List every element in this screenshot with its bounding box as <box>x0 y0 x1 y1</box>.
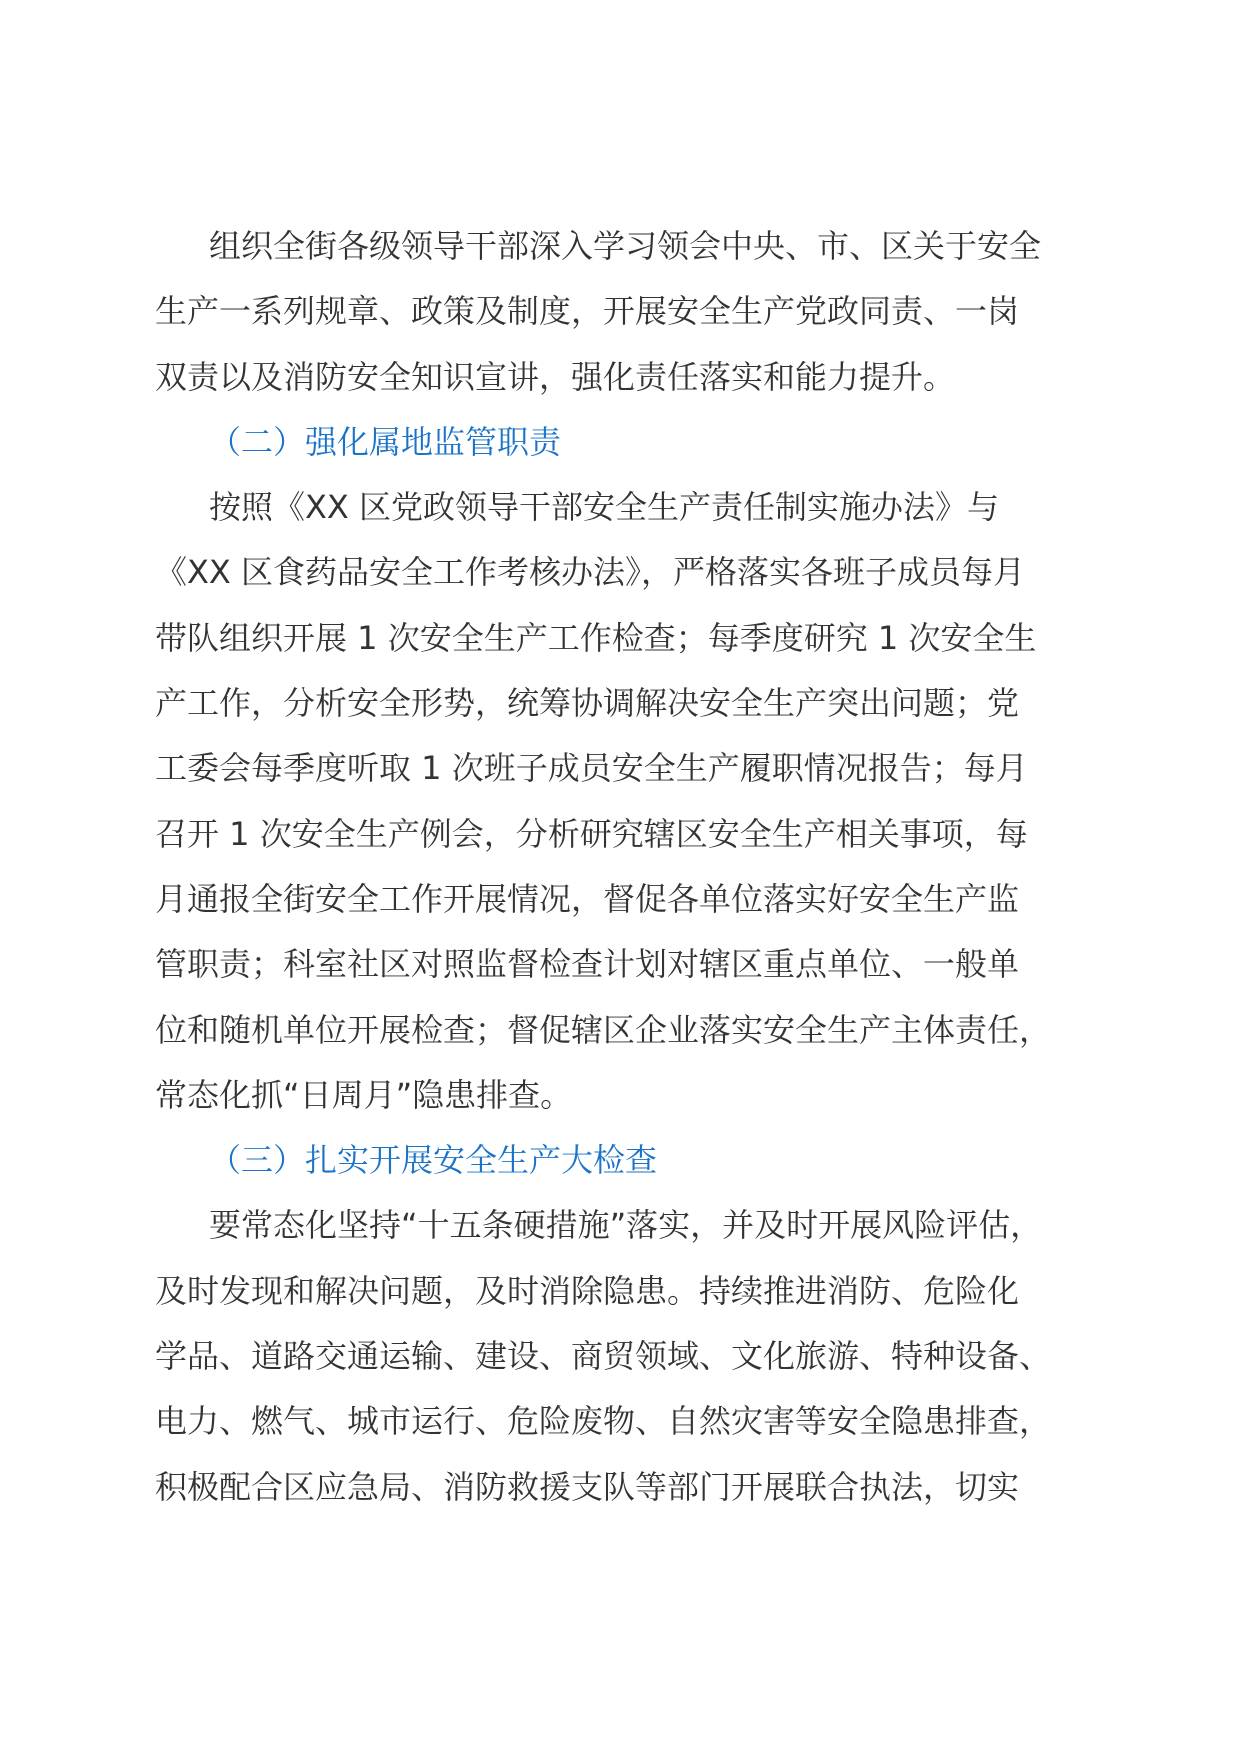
text-line: 组织全街各级领导干部深入学习领会中央、市、区关于安全 <box>209 227 1042 265</box>
text-line: 产工作，分析安全形势，统筹协调解决安全生产突出问题；党 <box>155 684 1020 723</box>
text-line: 要常态化坚持“十五条硬措施”落实，并及时开展风险评估， <box>209 1206 1043 1245</box>
text-line: 生产一系列规章、政策及制度，开展安全生产党政同责、一岗 <box>155 292 1020 331</box>
section-heading: （二）强化属地监管职责 <box>209 422 562 461</box>
text-line: 位和随机单位开展检查；督促辖区企业落实安全生产主体责任， <box>155 1010 1052 1049</box>
text-line: 电力、燃气、城市运行、危险废物、自然灾害等安全隐患排查， <box>155 1402 1052 1441</box>
text-line: 积极配合区应急局、消防救援支队等部门开展联合执法，切实 <box>155 1467 1020 1506</box>
text-line: 工委会每季度听取 1 次班子成员安全生产履职情况报告；每月 <box>155 749 1028 788</box>
text-line: 管职责；科室社区对照监督检查计划对辖区重点单位、一般单 <box>155 945 1020 984</box>
text-line: 按照《XX 区党政领导干部安全生产责任制实施办法》与 <box>209 488 1000 527</box>
document-page <box>155 214 1100 1520</box>
text-line: 召开 1 次安全生产例会，分析研究辖区安全生产相关事项，每 <box>155 814 1028 853</box>
section-heading: （三）扎实开展安全生产大检查 <box>209 1141 658 1180</box>
text-line: 常态化抓“日周月”隐患排查。 <box>155 1075 573 1114</box>
text-line: 带队组织开展 1 次安全生产工作检查；每季度研究 1 次安全生 <box>155 618 1037 657</box>
text-line: 及时发现和解决问题，及时消除隐患。持续推进消防、危险化 <box>155 1271 1020 1310</box>
text-line: 月通报全街安全工作开展情况，督促各单位落实好安全生产监 <box>155 879 1020 918</box>
text-line: 双责以及消防安全知识宣讲，强化责任落实和能力提升。 <box>155 357 956 396</box>
text-line: 学品、道路交通运输、建设、商贸领域、文化旅游、特种设备、 <box>155 1337 1052 1376</box>
text-line: 《XX 区食药品安全工作考核办法》，严格落实各班子成员每月 <box>155 553 1026 592</box>
